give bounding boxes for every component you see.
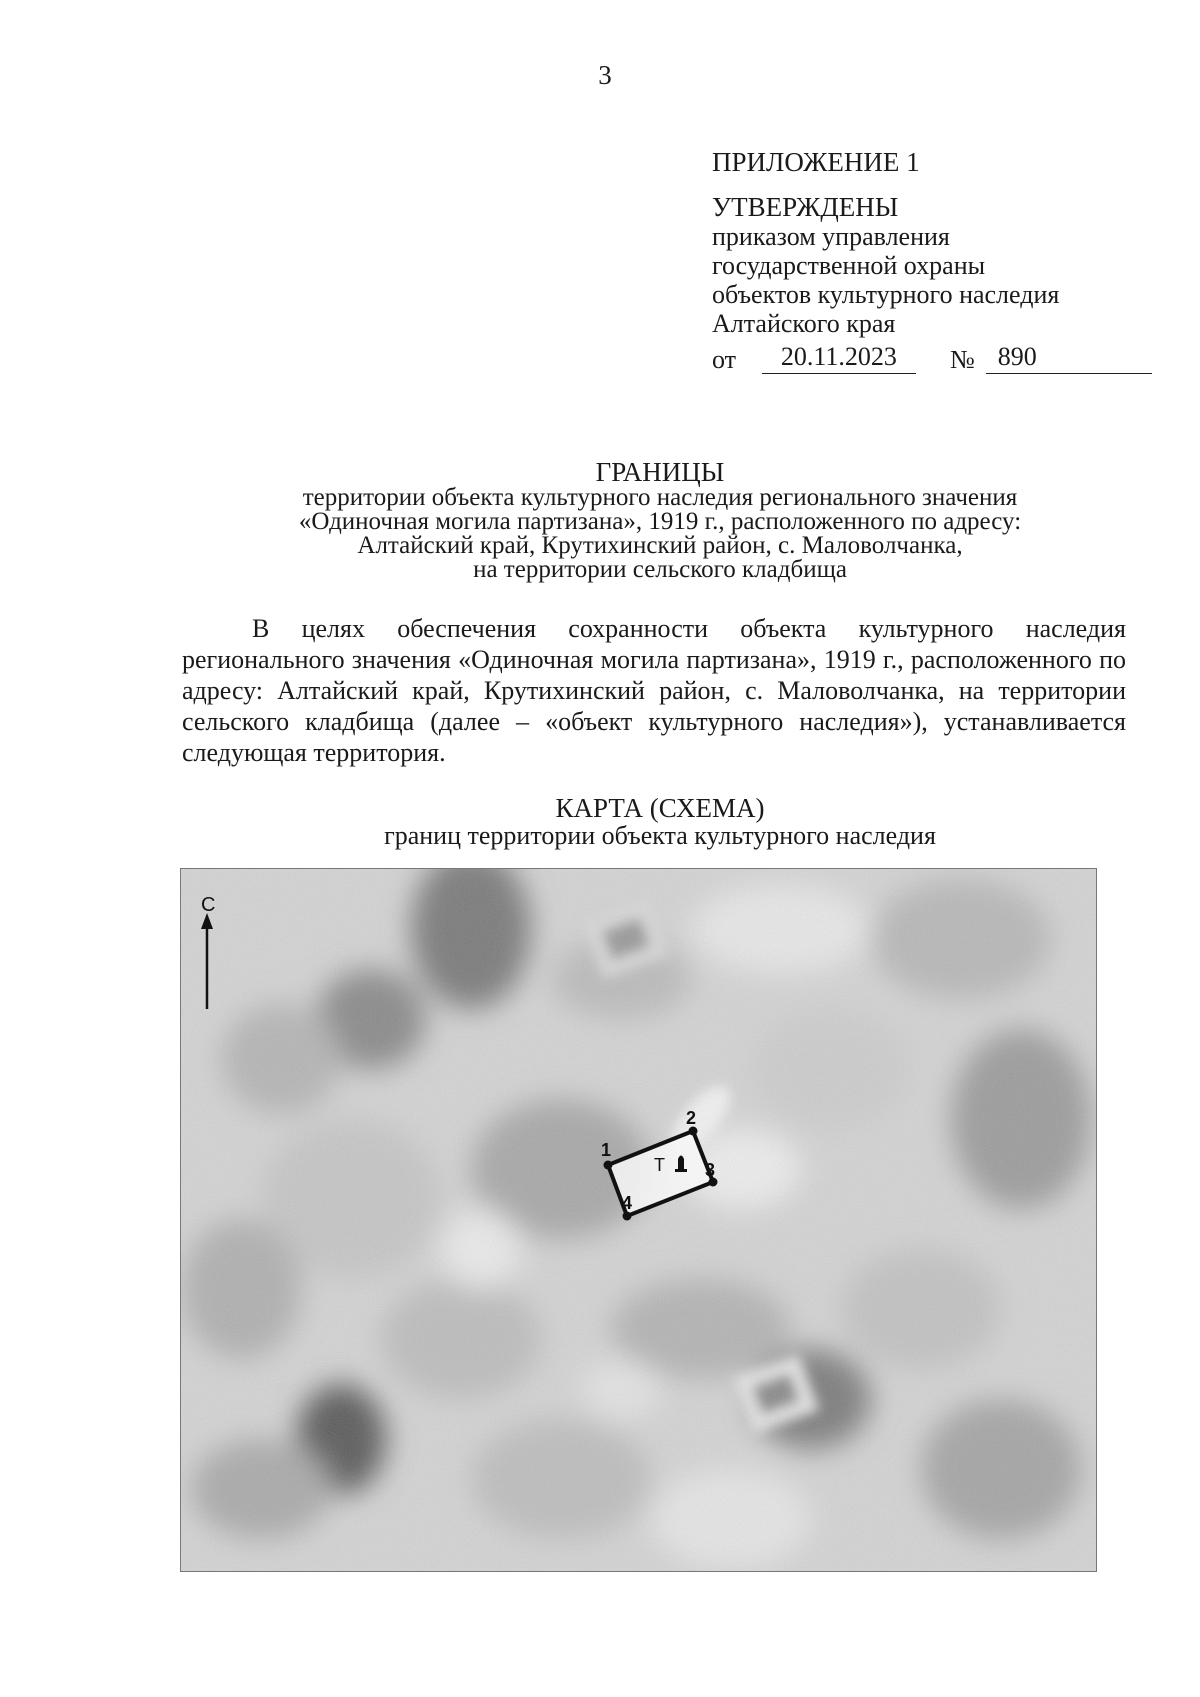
point-label-1: 1 (601, 1140, 612, 1160)
order-date: 20.11.2023 (762, 342, 916, 374)
north-label: С (201, 894, 216, 916)
title-main: ГРАНИЦЫ (595, 457, 725, 487)
title-line-3: Алтайский край, Крутихинский район, с. Маловолчанка, (357, 532, 963, 559)
body-paragraph: В целях обеспечения сохранности объекта культурного наследия регионального значения «Одиночная могила партизана», 1919 г., расположенного по адресу: Алтайский край, Крутихинский район, с. Маловолчанка, на территории сельского кладбища (далее – «объект культурного наследия»), устанавливается следующая территория. (182, 614, 1126, 767)
approved-label: УТВЕРЖДЕНЫ (712, 192, 899, 222)
point-label-2: 2 (686, 1108, 697, 1128)
point-label-4: 4 (622, 1193, 633, 1213)
page-number: 3 (598, 60, 612, 90)
map-title-sub: границ территории объекта культурного наследия (384, 821, 936, 850)
boundary-point-1 (604, 1161, 613, 1170)
number-sign: № (949, 345, 975, 374)
order-date-number (712, 342, 1152, 374)
appendix-label: ПРИЛОЖЕНИЕ 1 (712, 147, 920, 177)
map-title (180, 795, 1140, 849)
map-title-main: КАРТА (СХЕМА) (555, 793, 765, 823)
approval-line-2: государственной охраны (712, 251, 986, 280)
approval-line-4: Алтайского края (712, 309, 896, 338)
date-prefix: от (712, 345, 737, 374)
document-title (180, 458, 1140, 582)
approval-line-3: объектов культурного наследия (712, 280, 1060, 309)
aerial-map (181, 869, 1096, 1571)
point-label-3: 3 (705, 1160, 716, 1180)
approval-line-1: приказом управления (712, 222, 950, 251)
approval-block (712, 148, 1152, 374)
map-grain (181, 869, 1096, 1571)
title-line-2: «Одиночная могила партизана», 1919 г., расположенного по адресу: (298, 508, 1022, 535)
map-scheme (180, 868, 1097, 1572)
order-number: 890 (986, 342, 1152, 374)
title-line-4: на территории сельского кладбища (473, 556, 847, 583)
object-label: Т (654, 1155, 665, 1175)
title-line-1: территории объекта культурного наследия регионального значения (302, 484, 1018, 511)
